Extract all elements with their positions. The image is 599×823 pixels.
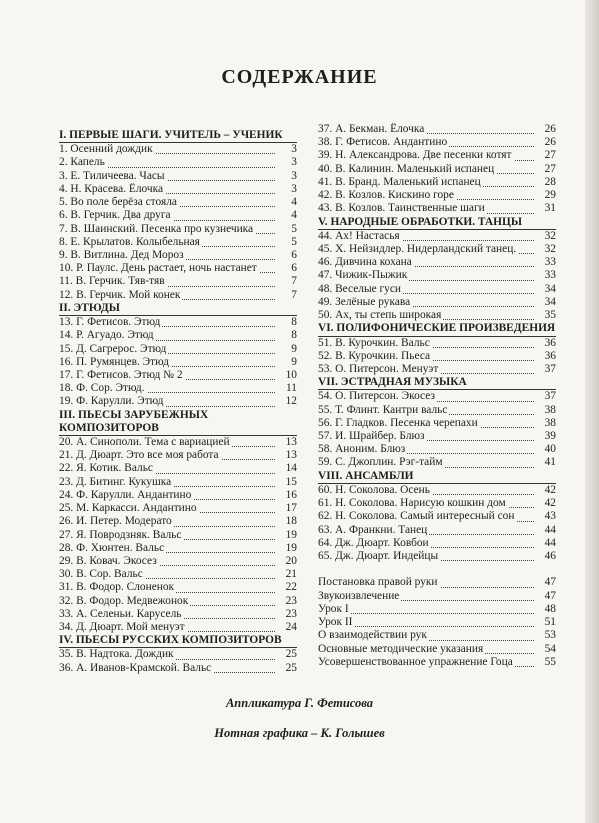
toc-entry-title: 42. В. Козлов. Кискино горе bbox=[318, 189, 454, 202]
toc-entry bbox=[318, 537, 556, 550]
toc-entry bbox=[59, 489, 297, 502]
toc-entry bbox=[59, 262, 297, 275]
toc-page-number: 32 bbox=[534, 243, 556, 256]
toc-entry-title: 24. Ф. Карулли. Андантино bbox=[59, 488, 192, 501]
toc-entry-title: 27. Я. Повродзняк. Вальс bbox=[59, 528, 182, 541]
toc-entry-title: 17. Г. Фетисов. Этюд № 2 bbox=[59, 368, 183, 381]
toc-page-number: 8 bbox=[275, 316, 297, 329]
toc-page-number: 17 bbox=[275, 502, 297, 515]
toc-page-number: 6 bbox=[275, 249, 297, 262]
toc-entry bbox=[59, 648, 297, 661]
toc-entry bbox=[59, 156, 297, 169]
toc-page-number: 19 bbox=[275, 529, 297, 542]
toc-page-number: 31 bbox=[534, 202, 556, 215]
toc-entry-title: 53. О. Питерсон. Менуэт bbox=[318, 362, 439, 375]
toc-page-number: 34 bbox=[534, 296, 556, 309]
toc-entry-title: 29. В. Ковач. Экосез bbox=[59, 554, 157, 567]
toc-page-number: 53 bbox=[534, 629, 556, 642]
toc-entry-title: 23. Д. Битинг. Кукушка bbox=[59, 475, 172, 488]
toc-entry-title: 61. Н. Соколова. Нарисую кошкин дом bbox=[318, 497, 506, 510]
toc-entry-title: 60. Н. Соколова. Осень bbox=[318, 483, 430, 496]
toc-page-number: 12 bbox=[275, 395, 297, 408]
toc-entry bbox=[59, 316, 297, 329]
toc-page-number: 36 bbox=[534, 350, 556, 363]
toc-entry bbox=[59, 275, 297, 288]
toc-entry-title: 21. Д. Дюарт. Это все моя работа bbox=[59, 449, 219, 462]
toc-page-number: 4 bbox=[275, 209, 297, 222]
toc-entry bbox=[59, 555, 297, 568]
toc-entry bbox=[318, 404, 556, 417]
toc-entry-title: 2. Капель bbox=[59, 156, 105, 169]
toc-entry-title: 20. А. Синополи. Тема с вариацией bbox=[59, 435, 230, 448]
toc-page-number: 27 bbox=[534, 163, 556, 176]
toc-entry-title: Урок I bbox=[318, 602, 349, 615]
toc-entry-title: 39. Н. Александрова. Две песенки котят bbox=[318, 149, 512, 162]
toc-entry-title: 36. А. Иванов-Крамской. Вальс bbox=[59, 661, 212, 674]
notation-credit: Нотная графика – К. Голышев bbox=[214, 726, 385, 740]
section-heading-text: III. ПЬЕСЫ ЗАРУБЕЖНЫХ КОМПОЗИТОРОВ bbox=[59, 408, 209, 434]
toc-entry-title: 47. Чижик-Пыжик bbox=[318, 269, 408, 282]
toc-entry-title: 4. Н. Красева. Ёлочка bbox=[59, 182, 164, 195]
toc-entry-title: 3. Е. Тиличеева. Часы bbox=[59, 169, 165, 182]
toc-entry-title: 49. Зелёные рукава bbox=[318, 295, 411, 308]
toc-page-number: 51 bbox=[534, 616, 556, 629]
toc-page-number: 14 bbox=[275, 462, 297, 475]
toc-entry-title: 52. В. Курочкин. Пьеса bbox=[318, 349, 431, 362]
toc-entry-title: 48. Веселые гуси bbox=[318, 282, 402, 295]
toc-entry bbox=[318, 484, 556, 497]
toc-entry-title: 31. В. Фодор. Слоненок bbox=[59, 581, 175, 594]
toc-entry-title: 45. Х. Нейзидлер. Нидерландский танец. bbox=[318, 242, 517, 255]
toc-page-number: 42 bbox=[534, 497, 556, 510]
toc-entry-title: 5. Во поле берёза стояла bbox=[59, 196, 177, 209]
toc-page-number: 33 bbox=[534, 256, 556, 269]
toc-section-heading bbox=[59, 129, 297, 142]
toc-entry-title: 40. В. Калинин. Маленький испанец bbox=[318, 162, 495, 175]
toc-page-number: 25 bbox=[275, 648, 297, 661]
toc-page-number: 22 bbox=[275, 581, 297, 594]
toc-page-number: 9 bbox=[275, 356, 297, 369]
toc-page-number: 37 bbox=[534, 363, 556, 376]
toc-entry-title: 63. А. Франкни. Танец bbox=[318, 523, 428, 536]
toc-page-number: 36 bbox=[534, 337, 556, 350]
toc-entry bbox=[59, 289, 297, 302]
toc-page-number: 3 bbox=[275, 156, 297, 169]
fingering-credit: Аппликатура Г. Фетисова bbox=[225, 696, 374, 710]
toc-entry bbox=[59, 369, 297, 382]
toc-entry-title: 22. Я. Котик. Вальс bbox=[59, 462, 153, 475]
toc-entry bbox=[318, 390, 556, 403]
toc-entry bbox=[59, 529, 297, 542]
toc-entry bbox=[318, 269, 556, 282]
toc-entry bbox=[59, 223, 297, 236]
toc-entry bbox=[318, 202, 556, 215]
toc-page-number: 15 bbox=[275, 476, 297, 489]
toc-entry bbox=[318, 337, 556, 350]
toc-entry bbox=[318, 296, 556, 309]
toc-entry bbox=[59, 143, 297, 156]
toc-spacer bbox=[318, 563, 556, 576]
toc-entry-title: Постановка правой руки bbox=[318, 576, 438, 589]
toc-entry bbox=[59, 356, 297, 369]
toc-left-column bbox=[59, 129, 297, 675]
toc-page-number: 54 bbox=[534, 643, 556, 656]
toc-page-number: 24 bbox=[275, 621, 297, 634]
toc-entry-title: 34. Д. Дюарт. Мой менуэт bbox=[59, 621, 185, 634]
toc-entry bbox=[318, 123, 556, 136]
toc-entry-title: 54. О. Питерсон. Экосез bbox=[318, 390, 435, 403]
toc-entry-title: 57. И. Шрайбер. Блюз bbox=[318, 430, 425, 443]
toc-entry bbox=[59, 329, 297, 342]
toc-entry bbox=[318, 176, 556, 189]
toc-entry-title: 46. Дивчина кохана bbox=[318, 256, 412, 269]
toc-page-number: 9 bbox=[275, 343, 297, 356]
toc-entry-title: 55. Т. Флинт. Кантри вальс bbox=[318, 403, 448, 416]
toc-page-number: 55 bbox=[534, 656, 556, 669]
toc-entry-title: 43. В. Козлов. Таинственные шаги bbox=[318, 202, 485, 215]
toc-page-number: 44 bbox=[534, 537, 556, 550]
toc-entry-title: 1. Осенний дождик bbox=[59, 143, 153, 156]
toc-entry bbox=[59, 568, 297, 581]
section-heading-text: V. НАРОДНЫЕ ОБРАБОТКИ. ТАНЦЫ bbox=[318, 215, 523, 228]
toc-page-number: 7 bbox=[275, 275, 297, 288]
toc-page-number: 23 bbox=[275, 595, 297, 608]
toc-entry-title: 14. Р. Агуадо. Этюд bbox=[59, 329, 154, 342]
toc-page-number: 38 bbox=[534, 404, 556, 417]
toc-entry bbox=[318, 163, 556, 176]
section-heading-text: VI. ПОЛИФОНИЧЕСКИЕ ПРОИЗВЕДЕНИЯ bbox=[318, 322, 556, 335]
toc-entry bbox=[59, 209, 297, 222]
toc-entry bbox=[318, 309, 556, 322]
toc-page-number: 47 bbox=[534, 590, 556, 603]
toc-page-number: 6 bbox=[275, 262, 297, 275]
toc-page-number: 43 bbox=[534, 510, 556, 523]
toc-page-number: 7 bbox=[275, 289, 297, 302]
toc-entry bbox=[318, 136, 556, 149]
toc-page-number: 48 bbox=[534, 603, 556, 616]
toc-entry-title: 26. И. Петер. Модерато bbox=[59, 515, 172, 528]
toc-page-number: 4 bbox=[275, 196, 297, 209]
toc-page-number: 3 bbox=[275, 183, 297, 196]
toc-page-number: 41 bbox=[534, 456, 556, 469]
toc-entry bbox=[318, 256, 556, 269]
toc-entry bbox=[318, 230, 556, 243]
toc-entry bbox=[59, 515, 297, 528]
toc-entry bbox=[59, 476, 297, 489]
toc-entry-title: 8. Е. Крылатов. Колыбельная bbox=[59, 235, 200, 248]
toc-page-number: 13 bbox=[275, 436, 297, 449]
toc-entry bbox=[59, 343, 297, 356]
toc-entry-title: 32. В. Фодор. Медвежонок bbox=[59, 594, 189, 607]
toc-entry bbox=[318, 363, 556, 376]
toc-entry bbox=[318, 497, 556, 510]
toc-page-number: 32 bbox=[534, 230, 556, 243]
toc-page-number: 16 bbox=[275, 489, 297, 502]
toc-page-number: 38 bbox=[534, 417, 556, 430]
toc-section-heading bbox=[318, 470, 556, 483]
toc-entry-title: 64. Дж. Дюарт. Ковбои bbox=[318, 536, 429, 549]
toc-page-number: 47 bbox=[534, 576, 556, 589]
toc-entry-title: 56. Г. Гладков. Песенка черепахи bbox=[318, 416, 478, 429]
toc-entry bbox=[59, 542, 297, 555]
toc-entry-title: 58. Аноним. Блюз bbox=[318, 443, 406, 456]
toc-entry bbox=[318, 590, 556, 603]
toc-entry bbox=[318, 456, 556, 469]
toc-entry bbox=[318, 603, 556, 616]
toc-page-number: 28 bbox=[534, 176, 556, 189]
toc-entry bbox=[59, 608, 297, 621]
toc-entry bbox=[318, 510, 556, 523]
toc-entry-title: 16. П. Румянцев. Этюд bbox=[59, 355, 169, 368]
toc-entry-title: 11. В. Герчик. Тяв-тяв bbox=[59, 275, 165, 288]
toc-entry bbox=[318, 350, 556, 363]
toc-entry-title: 10. Р. Паулс. День растает, ночь настанет bbox=[59, 262, 257, 275]
toc-entry-title: 30. В. Сор. Вальс bbox=[59, 568, 143, 581]
toc-entry bbox=[318, 243, 556, 256]
toc-entry-title: 37. А. Бекман. Ёлочка bbox=[318, 123, 425, 135]
toc-entry bbox=[59, 196, 297, 209]
toc-entry-title: 44. Ах! Настасья bbox=[318, 229, 400, 242]
toc-entry-title: Усовершенствованное упражнение Гоца bbox=[318, 655, 513, 668]
toc-entry bbox=[318, 576, 556, 589]
toc-entry-title: 50. Ах, ты степь широкая bbox=[318, 309, 442, 322]
toc-page-number: 44 bbox=[534, 524, 556, 537]
toc-entry bbox=[318, 430, 556, 443]
toc-section-heading bbox=[318, 322, 556, 335]
toc-page-number: 20 bbox=[275, 555, 297, 568]
toc-entry bbox=[318, 417, 556, 430]
toc-page-number: 42 bbox=[534, 484, 556, 497]
toc-entry-title: 35. В. Надтока. Дождик bbox=[59, 648, 174, 661]
toc-entry bbox=[318, 550, 556, 563]
toc-entry-title: 7. В. Шаинский. Песенка про кузнечика bbox=[59, 222, 254, 235]
toc-page-number: 3 bbox=[275, 170, 297, 183]
toc-entry bbox=[59, 595, 297, 608]
toc-entry bbox=[59, 236, 297, 249]
page-title: СОДЕРЖАНИЕ bbox=[221, 66, 378, 88]
toc-page-number: 26 bbox=[534, 123, 556, 136]
toc-section-heading bbox=[59, 302, 297, 315]
toc-entry bbox=[59, 621, 297, 634]
toc-entry bbox=[318, 524, 556, 537]
toc-page-number: 5 bbox=[275, 223, 297, 236]
section-heading-text: I. ПЕРВЫЕ ШАГИ. УЧИТЕЛЬ – УЧЕНИК bbox=[59, 129, 283, 141]
toc-entry bbox=[59, 249, 297, 262]
toc-entry bbox=[59, 662, 297, 675]
toc-entry bbox=[318, 629, 556, 642]
toc-entry-title: 28. Ф. Хюнтен. Вальс bbox=[59, 541, 165, 554]
toc-page-number: 8 bbox=[275, 329, 297, 342]
toc-right-column bbox=[318, 123, 556, 669]
toc-page-number: 40 bbox=[534, 443, 556, 456]
toc-page-number: 25 bbox=[275, 662, 297, 675]
toc-entry bbox=[59, 581, 297, 594]
toc-page-number: 39 bbox=[534, 430, 556, 443]
toc-page-number: 33 bbox=[534, 269, 556, 282]
toc-entry bbox=[59, 462, 297, 475]
toc-entry bbox=[59, 382, 297, 395]
toc-page-number: 11 bbox=[275, 382, 297, 395]
toc-entry bbox=[59, 170, 297, 183]
toc-entry-title: 18. Ф. Сор. Этюд. bbox=[59, 382, 145, 395]
toc-entry-title: Основные методические указания bbox=[318, 642, 484, 655]
toc-entry bbox=[59, 395, 297, 408]
toc-entry-title: 13. Г. Фетисов. Этюд bbox=[59, 316, 161, 329]
toc-entry-title: 25. М. Каркасси. Андантино bbox=[59, 502, 197, 515]
section-heading-text: VII. ЭСТРАДНАЯ МУЗЫКА bbox=[318, 376, 467, 389]
toc-page-number: 18 bbox=[275, 515, 297, 528]
toc-page-number: 46 bbox=[534, 550, 556, 563]
toc-page-number: 27 bbox=[534, 149, 556, 162]
toc-page-number: 3 bbox=[275, 143, 297, 156]
toc-section-heading bbox=[59, 634, 297, 647]
dot-leader bbox=[318, 613, 536, 614]
toc-page-number: 10 bbox=[275, 369, 297, 382]
toc-entry bbox=[318, 643, 556, 656]
toc-entry-title: 15. Д. Сагрерос. Этюд bbox=[59, 342, 167, 355]
toc-entry bbox=[318, 283, 556, 296]
toc-page-number: 35 bbox=[534, 309, 556, 322]
toc-page-number: 5 bbox=[275, 236, 297, 249]
toc-entry-title: 41. В. Бранд. Маленький испанец bbox=[318, 175, 481, 188]
toc-entry bbox=[59, 449, 297, 462]
toc-entry-title: 62. Н. Соколова. Самый интересный сон bbox=[318, 510, 515, 523]
toc-section-heading bbox=[318, 376, 556, 389]
toc-entry bbox=[318, 656, 556, 669]
toc-entry-title: 19. Ф. Карулли. Этюд bbox=[59, 395, 164, 408]
toc-entry-title: 38. Г. Фетисов. Андантино bbox=[318, 136, 448, 149]
toc-page-number: 26 bbox=[534, 136, 556, 149]
toc-entry-title: О взаимодействии рук bbox=[318, 629, 427, 642]
toc-page-number: 13 bbox=[275, 449, 297, 462]
toc-entry bbox=[59, 502, 297, 515]
toc-section-heading bbox=[59, 409, 297, 435]
toc-entry-title: 51. В. Курочкин. Вальс bbox=[318, 336, 430, 349]
toc-entry-title: 59. С. Джоплин. Рэг-тайм bbox=[318, 456, 443, 469]
toc-entry-title: 6. В. Герчик. Два друга bbox=[59, 209, 171, 222]
toc-entry-title: Звукоизвлечение bbox=[318, 589, 400, 602]
toc-entry-title: 12. В. Герчик. Мой конек bbox=[59, 288, 181, 301]
toc-page-number: 21 bbox=[275, 568, 297, 581]
section-heading-text: II. ЭТЮДЫ bbox=[59, 301, 120, 314]
toc-entry-title: 33. А. Селеньи. Карусель bbox=[59, 607, 182, 620]
toc-page-number: 23 bbox=[275, 608, 297, 621]
toc-page-number: 37 bbox=[534, 390, 556, 403]
toc-page-number: 19 bbox=[275, 542, 297, 555]
toc-entry bbox=[59, 436, 297, 449]
toc-entry bbox=[59, 183, 297, 196]
toc-entry-title: Урок II bbox=[318, 616, 353, 629]
toc-page-number: 29 bbox=[534, 189, 556, 202]
section-heading-text: IV. ПЬЕСЫ РУССКИХ КОМПОЗИТОРОВ bbox=[59, 634, 282, 647]
toc-entry-title: 9. В. Витлина. Дед Мороз bbox=[59, 248, 184, 261]
toc-page-number: 34 bbox=[534, 283, 556, 296]
toc-entry bbox=[318, 616, 556, 629]
section-heading-text: VIII. АНСАМБЛИ bbox=[318, 469, 414, 482]
toc-section-heading bbox=[318, 216, 556, 229]
toc-entry-title: 65. Дж. Дюарт. Индейцы bbox=[318, 550, 439, 562]
toc-entry bbox=[318, 189, 556, 202]
toc-entry bbox=[318, 149, 556, 162]
toc-entry bbox=[318, 443, 556, 456]
